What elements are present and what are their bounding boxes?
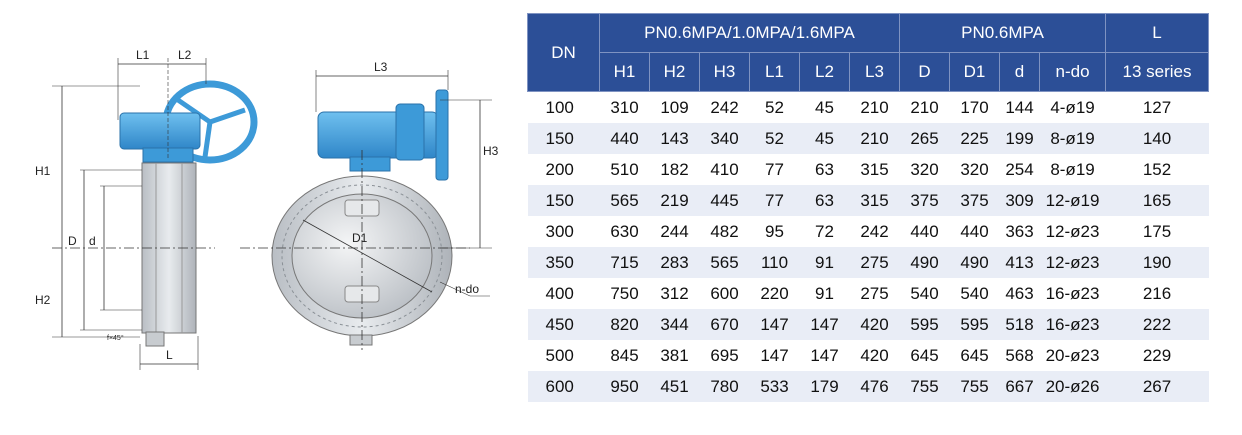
table-cell: 275 [850,278,900,309]
table-cell: 254 [1000,154,1040,185]
table-cell-dn: 200 [528,154,600,185]
table-cell: 45 [800,92,850,124]
table-cell: 310 [600,92,650,124]
table-sub-header-row [528,53,1209,92]
table-cell: 16-ø23 [1040,309,1106,340]
table-row [528,278,1209,309]
table-cell: 175 [1106,216,1209,247]
table-cell: 630 [600,216,650,247]
table-cell: 8-ø19 [1040,123,1106,154]
table-cell: 413 [1000,247,1040,278]
table-cell: 381 [650,340,700,371]
table-cell: 12-ø23 [1040,247,1106,278]
table-cell: 482 [700,216,750,247]
table-cell: 190 [1106,247,1209,278]
table-cell-dn: 100 [528,92,600,124]
table-cell: 755 [900,371,950,402]
table-cell: 950 [600,371,650,402]
table-cell: 440 [600,123,650,154]
table-cell: 8-ø19 [1040,154,1106,185]
table-cell: 20-ø26 [1040,371,1106,402]
table-cell: 283 [650,247,700,278]
header-h1: H1 [600,53,650,92]
table-cell: 77 [750,154,800,185]
table-cell: 267 [1106,371,1209,402]
label-chamfer: f×45° [107,335,124,342]
table-cell: 109 [650,92,700,124]
label-ndo: n-do [455,282,480,296]
table-cell: 476 [850,371,900,402]
table-cell: 670 [700,309,750,340]
table-cell: 229 [1106,340,1209,371]
table-cell: 147 [750,309,800,340]
table-cell: 216 [1106,278,1209,309]
label-D: D [68,234,77,248]
table-cell: 179 [800,371,850,402]
header-pn-all: PN0.6MPA/1.0MPA/1.6MPA [600,14,900,53]
table-cell-dn: 450 [528,309,600,340]
table-cell: 225 [950,123,1000,154]
table-cell: 52 [750,92,800,124]
table-cell: 12-ø19 [1040,185,1106,216]
table-cell: 340 [700,123,750,154]
table-cell: 320 [950,154,1000,185]
table-cell: 242 [700,92,750,124]
table-cell: 147 [800,309,850,340]
table-row [528,247,1209,278]
table-cell: 63 [800,154,850,185]
table-cell: 140 [1106,123,1209,154]
table-cell: 143 [650,123,700,154]
header-n-do: n-do [1040,53,1106,92]
table-cell: 52 [750,123,800,154]
table-cell: 363 [1000,216,1040,247]
table-cell: 533 [750,371,800,402]
table-cell: 275 [850,247,900,278]
table-cell: 219 [650,185,700,216]
table-cell-dn: 150 [528,123,600,154]
table-cell: 77 [750,185,800,216]
table-cell: 490 [900,247,950,278]
table-cell: 490 [950,247,1000,278]
table-cell: 645 [950,340,1000,371]
table-cell: 144 [1000,92,1040,124]
table-row [528,340,1209,371]
table-cell: 182 [650,154,700,185]
table-cell: 165 [1106,185,1209,216]
table-cell: 568 [1000,340,1040,371]
table-cell: 265 [900,123,950,154]
table-cell: 600 [700,278,750,309]
table-cell-dn: 600 [528,371,600,402]
table-cell: 127 [1106,92,1209,124]
table-row [528,92,1209,124]
table-cell-dn: 500 [528,340,600,371]
table-cell: 199 [1000,123,1040,154]
table-row [528,154,1209,185]
table-cell: 565 [600,185,650,216]
table-cell: 244 [650,216,700,247]
table-cell: 451 [650,371,700,402]
table-cell: 410 [700,154,750,185]
header-h2: H2 [650,53,700,92]
valve-drawing-svg [0,0,525,435]
front-view [240,60,499,350]
table-cell: 510 [600,154,650,185]
header-l: L [1106,14,1209,53]
side-view [35,48,254,370]
label-H1: H1 [35,164,51,178]
table-cell: 170 [950,92,1000,124]
table-cell: 12-ø23 [1040,216,1106,247]
table-cell: 645 [900,340,950,371]
label-D1: D1 [352,231,368,245]
table-cell: 147 [750,340,800,371]
header-l3: L3 [850,53,900,92]
table-row [528,309,1209,340]
table-cell: 312 [650,278,700,309]
header-h3: H3 [700,53,750,92]
table-cell: 420 [850,340,900,371]
table-cell: 375 [950,185,1000,216]
table-cell: 540 [950,278,1000,309]
table-cell: 91 [800,278,850,309]
gearbox [120,113,200,149]
table-cell: 4-ø19 [1040,92,1106,124]
table-cell: 667 [1000,371,1040,402]
label-L2: L2 [178,48,192,62]
label-H3: H3 [483,144,499,158]
table-cell: 780 [700,371,750,402]
table-cell: 595 [900,309,950,340]
header-d1: D1 [950,53,1000,92]
label-L1: L1 [136,48,150,62]
table-group-header-row [528,14,1209,53]
table-cell: 375 [900,185,950,216]
table-cell: 463 [1000,278,1040,309]
table-cell: 540 [900,278,950,309]
table-cell-dn: 350 [528,247,600,278]
table-cell: 565 [700,247,750,278]
table-cell: 695 [700,340,750,371]
table-cell: 91 [800,247,850,278]
table-cell: 315 [850,154,900,185]
table-cell: 210 [900,92,950,124]
spec-table [527,13,1209,402]
table-row [528,123,1209,154]
table-cell: 222 [1106,309,1209,340]
table-cell: 20-ø23 [1040,340,1106,371]
header-l2: L2 [800,53,850,92]
table-cell: 440 [900,216,950,247]
table-cell: 715 [600,247,650,278]
label-L: L [166,348,173,362]
header-dn: DN [528,14,600,92]
table-cell: 750 [600,278,650,309]
table-cell: 315 [850,185,900,216]
table-cell: 320 [900,154,950,185]
table-row [528,216,1209,247]
table-cell: 309 [1000,185,1040,216]
table-cell: 445 [700,185,750,216]
table-cell: 152 [1106,154,1209,185]
table-cell: 72 [800,216,850,247]
table-cell: 518 [1000,309,1040,340]
table-cell: 242 [850,216,900,247]
table-cell: 440 [950,216,1000,247]
table-row [528,185,1209,216]
header-13-series: 13 series [1106,53,1209,92]
header-l1: L1 [750,53,800,92]
table-cell: 210 [850,92,900,124]
table-cell: 420 [850,309,900,340]
table-cell-dn: 400 [528,278,600,309]
table-row [528,371,1209,402]
table-cell: 63 [800,185,850,216]
table-body [528,92,1209,403]
table-cell: 755 [950,371,1000,402]
header-d-inner: d [1000,53,1040,92]
table-cell-dn: 300 [528,216,600,247]
header-d-outer: D [900,53,950,92]
label-d: d [89,234,96,248]
table-cell: 16-ø23 [1040,278,1106,309]
table-cell: 595 [950,309,1000,340]
table-cell: 147 [800,340,850,371]
table-cell: 95 [750,216,800,247]
table-cell: 845 [600,340,650,371]
table-cell: 220 [750,278,800,309]
table-cell-dn: 150 [528,185,600,216]
table-cell: 210 [850,123,900,154]
label-L3: L3 [374,60,388,74]
table-cell: 110 [750,247,800,278]
label-H2: H2 [35,293,51,307]
table-cell: 820 [600,309,650,340]
valve-drawing [0,0,525,435]
table-cell: 344 [650,309,700,340]
header-pn06: PN0.6MPA [900,14,1106,53]
table-cell: 45 [800,123,850,154]
